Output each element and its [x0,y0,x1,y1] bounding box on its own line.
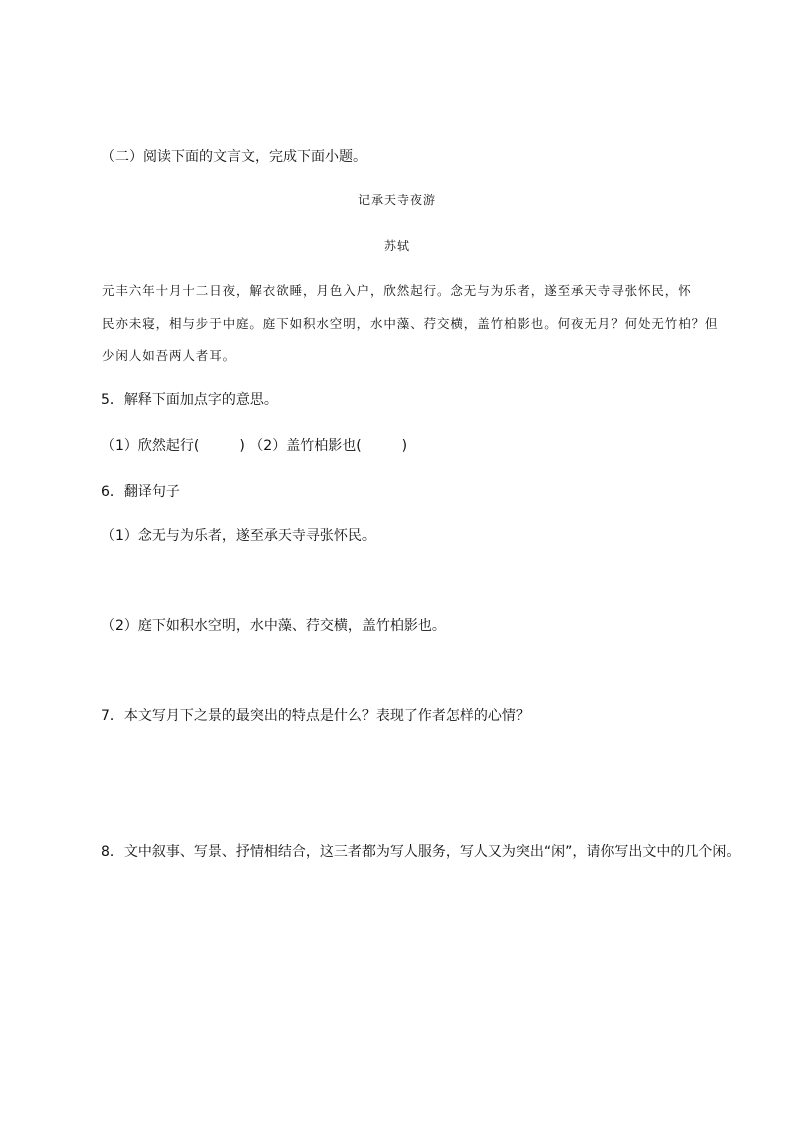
passage-author: 苏轼 [383,239,410,253]
question-7: 7．本文写月下之景的最突出的特点是什么？表现了作者怎样的心情？ [101,708,530,724]
q5-item1-close: ) [239,438,245,454]
question-5-items [101,436,407,456]
question-8: 8．文中叙事、写景、抒情相结合，这三者都为写人服务，写人又为突出“闲”，请你写出文中的几个闲。 [101,844,741,860]
q5-item1-label: （1）欣然起行( [101,438,200,454]
q5-item2-label: （2）盖竹柏影也( [249,438,362,454]
question-5: 5．解释下面加点字的意思。 [101,392,278,408]
section-heading: （二）阅读下面的文言文，完成下面小题。 [101,149,367,165]
question-6: 6．翻译句子 [101,484,180,500]
question-6-item-2: （2）庭下如积水空明，水中藻、荇交横，盖竹柏影也。 [101,618,446,634]
passage-line-2: 民亦未寝，相与步于中庭。庭下如积水空明，水中藻、荇交横，盖竹柏影也。何夜无月？何处无竹柏？但 [102,316,719,331]
passage-line-3: 少闲人如吾两人者耳。 [102,348,237,363]
question-6-item-1: （1）念无与为乐者，遂至承天寺寻张怀民。 [101,528,376,544]
passage-title: 记承天寺夜游 [357,193,436,207]
q5-item2-close: ) [401,438,408,454]
passage-line-1: 元丰六年十月十二日夜，解衣欲睡，月色入户，欣然起行。念无与为乐者，遂至承天寺寻张怀民，怀 [102,283,692,298]
